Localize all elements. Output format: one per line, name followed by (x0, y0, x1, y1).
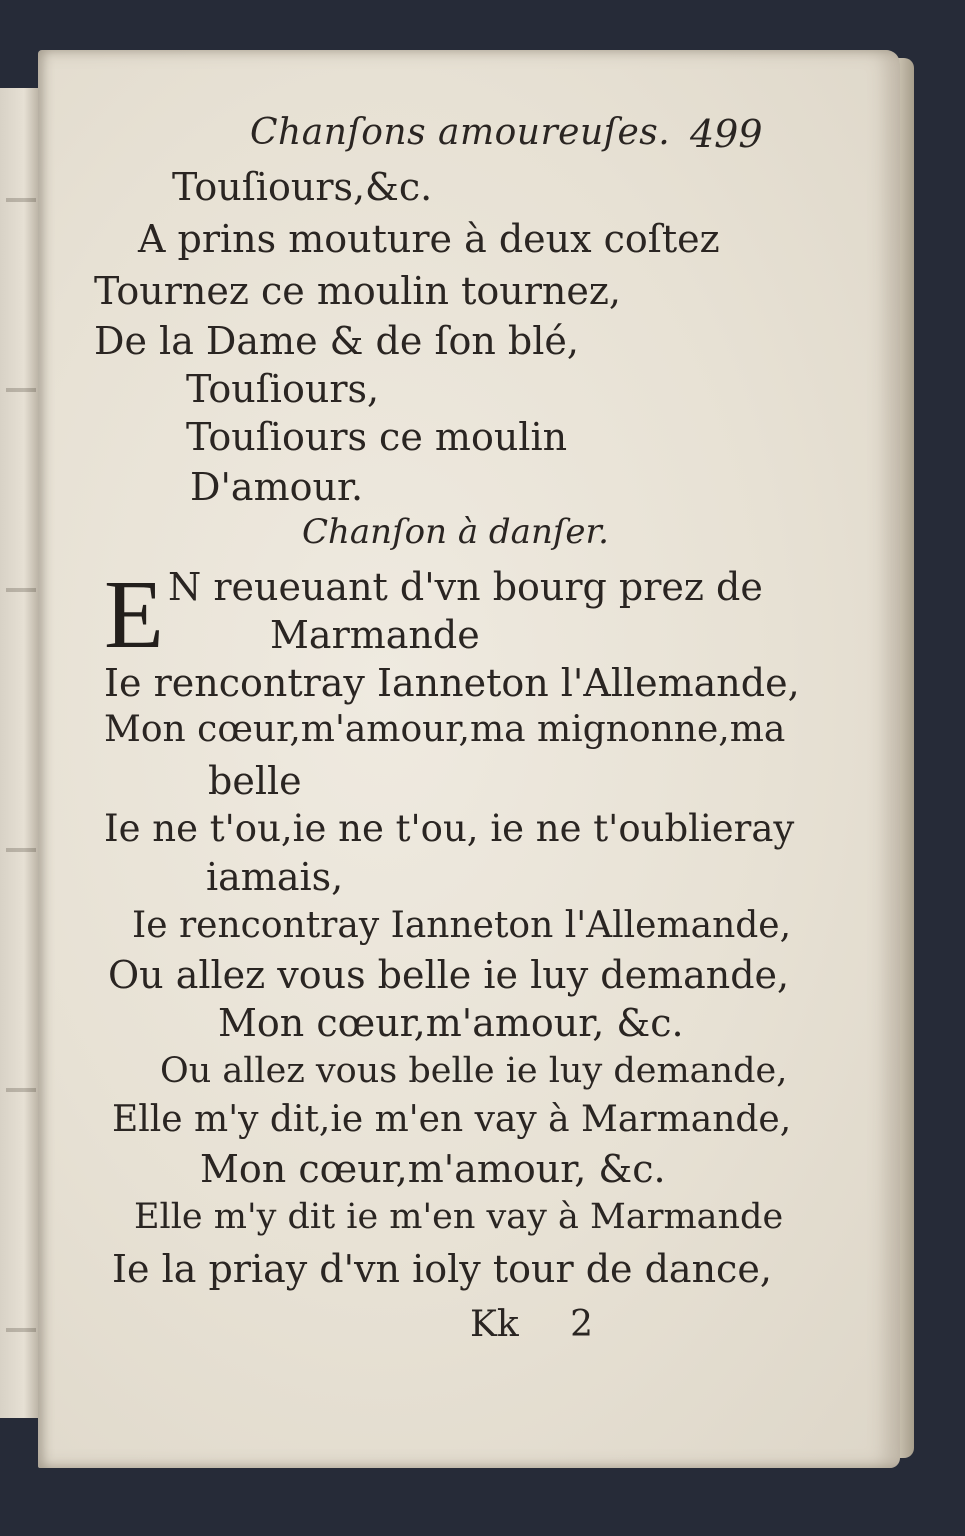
text-line: D'amour. (190, 465, 364, 509)
drop-capital: E (104, 561, 164, 669)
verse-line: Ie rencontray Ianneton l'Allemande, (104, 661, 800, 705)
text-line: Tournez ce moulin tournez, (94, 269, 621, 313)
text-line: Touſiours, (186, 367, 380, 411)
verse-line: Ou allez vous belle ie luy demande, (160, 1051, 788, 1091)
page-number: 499 (690, 112, 763, 156)
verse-line: belle (208, 759, 302, 803)
text-line: De la Dame & de ſon blé, (94, 319, 579, 363)
verse-line: Mon cœur,m'amour,ma mignonne,ma (104, 709, 786, 750)
text-line: Touſiours ce moulin (186, 415, 568, 459)
verse-line: iamais, (206, 855, 344, 899)
verse-line: N reueuant d'vn bourg prez de (168, 565, 763, 609)
song-heading: Chanſon à danſer. (302, 512, 609, 552)
verse-line: Mon cœur,m'amour, &c. (200, 1147, 666, 1191)
verse-line: Mon cœur,m'amour, &c. (218, 1001, 684, 1045)
verse-line: Ie ne t'ou,ie ne t'ou, ie ne t'oublieray (104, 807, 795, 850)
signature-mark: Kk 2 (470, 1304, 594, 1345)
facing-page-edge (0, 88, 42, 1418)
verse-line: Ie la priay d'vn ioly tour de dance, (112, 1247, 772, 1291)
verse-line: Ou allez vous belle ie luy demande, (108, 953, 790, 997)
verse-line: Elle m'y dit,ie m'en vay à Marmande, (112, 1099, 792, 1140)
text-line: Touſiours,&c. (172, 165, 433, 209)
verse-line: Marmande (270, 613, 480, 657)
verse-line: Ie rencontray Ianneton l'Allemande, (132, 905, 792, 946)
text-line: A prins mouture à deux coſtez (138, 217, 720, 261)
verse-line: Elle m'y dit ie m'en vay à Marmande (134, 1197, 784, 1237)
running-title: Chanſons amoureuſes. (250, 112, 671, 153)
